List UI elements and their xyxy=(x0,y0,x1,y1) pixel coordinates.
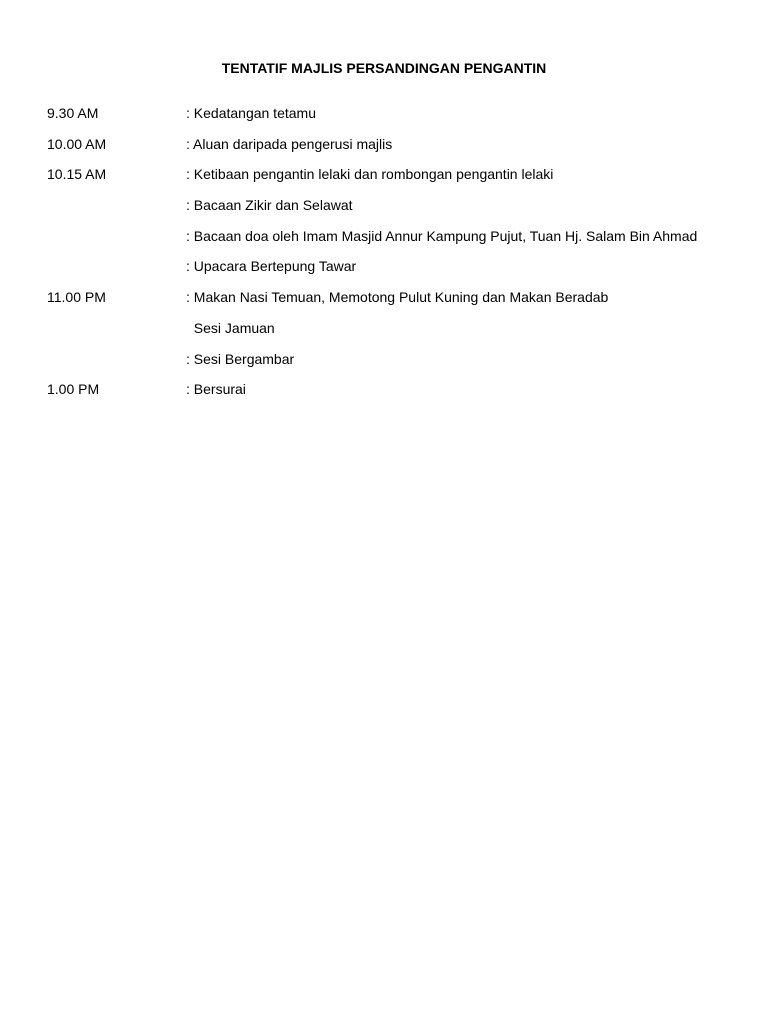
schedule-description: Sesi Jamuan xyxy=(186,319,275,336)
schedule-description: : Bacaan doa oleh Imam Masjid Annur Kampung Pujut, Tuan Hj. Salam Bin Ahmad xyxy=(186,227,698,244)
schedule-row xyxy=(47,226,747,257)
schedule-description: : Aluan daripada pengerusi majlis xyxy=(186,135,393,152)
schedule-row xyxy=(47,164,747,195)
schedule-description: : Bacaan Zikir dan Selawat xyxy=(186,197,353,214)
document-title: TENTATIF MAJLIS PERSANDINGAN PENGANTIN xyxy=(221,60,547,76)
schedule-row xyxy=(47,349,747,380)
schedule-row xyxy=(47,103,747,134)
schedule-time: 11.00 PM xyxy=(47,289,106,306)
schedule-row xyxy=(47,379,747,410)
schedule-time: 10.15 AM xyxy=(47,166,107,183)
schedule-time: 10.00 AM xyxy=(47,135,107,152)
schedule-row xyxy=(47,287,747,318)
schedule-description: : Sesi Bergambar xyxy=(186,350,295,367)
schedule-row xyxy=(47,195,747,226)
schedule-description: : Kedatangan tetamu xyxy=(186,105,316,121)
schedule-list xyxy=(47,103,747,410)
schedule-row xyxy=(47,256,747,287)
schedule-description: : Makan Nasi Temuan, Memotong Pulut Kuning dan Makan Beradab xyxy=(186,289,609,306)
schedule-time: 1.00 PM xyxy=(47,381,100,398)
schedule-description: : Bersurai xyxy=(186,381,246,398)
schedule-row xyxy=(47,318,747,349)
schedule-description: : Ketibaan pengantin lelaki dan rombongan pengantin lelaki xyxy=(186,166,554,183)
schedule-row xyxy=(47,134,747,165)
schedule-time: 9.30 AM xyxy=(47,105,99,121)
schedule-description: : Upacara Bertepung Tawar xyxy=(186,258,357,275)
